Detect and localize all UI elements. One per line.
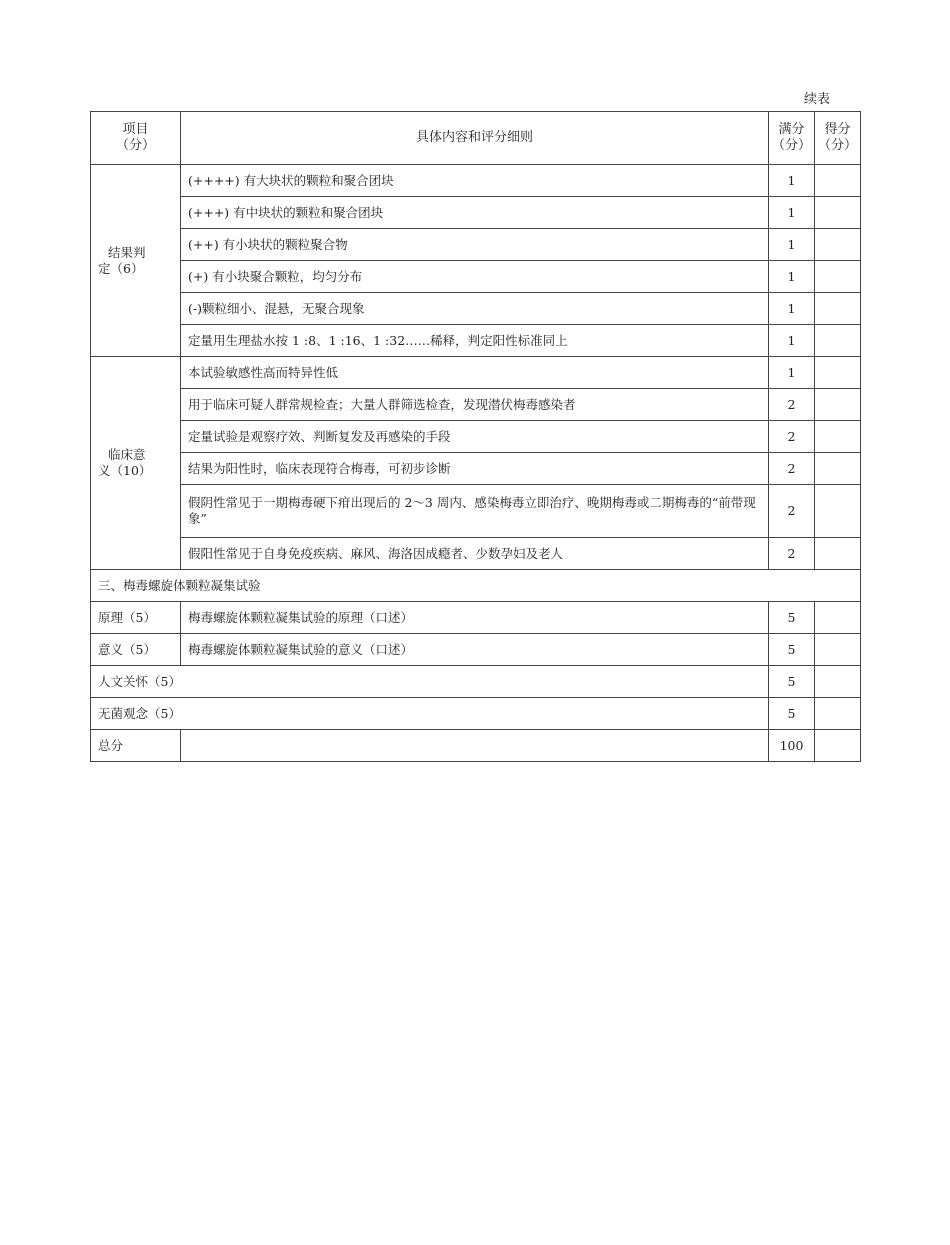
header-row bbox=[91, 112, 861, 165]
row-full-score: 5 bbox=[769, 634, 815, 666]
row-score-input[interactable] bbox=[815, 698, 861, 730]
table-row bbox=[91, 357, 861, 389]
row-full-score: 2 bbox=[769, 421, 815, 453]
table-row bbox=[91, 634, 861, 666]
row-content: 定量试验是观察疗效、判断复发及再感染的手段 bbox=[181, 421, 769, 453]
row-content: 本试验敏感性高而特异性低 bbox=[181, 357, 769, 389]
table-row bbox=[91, 602, 861, 634]
row-content: 结果为阳性时，临床表现符合梅毒，可初步诊断 bbox=[181, 453, 769, 485]
row-full-score: 1 bbox=[769, 357, 815, 389]
total-full-score: 100 bbox=[769, 730, 815, 762]
row-score-input[interactable] bbox=[815, 325, 861, 357]
row-item-label: 意义（5） bbox=[91, 634, 181, 666]
row-full-score: 2 bbox=[769, 485, 815, 538]
row-full-score: 5 bbox=[769, 698, 815, 730]
row-score-input[interactable] bbox=[815, 261, 861, 293]
table-row bbox=[91, 389, 861, 421]
row-full-score: 1 bbox=[769, 229, 815, 261]
row-content: 梅毒螺旋体颗粒凝集试验的意义（口述） bbox=[181, 634, 769, 666]
row-full-score: 2 bbox=[769, 538, 815, 570]
row-full-score: 1 bbox=[769, 165, 815, 197]
scoring-table bbox=[90, 111, 861, 762]
row-content: 用于临床可疑人群常规检查；大量人群筛选检查，发现潜伏梅毒感染者 bbox=[181, 389, 769, 421]
row-item-label: 人文关怀（5） bbox=[91, 666, 769, 698]
row-score-input[interactable] bbox=[815, 357, 861, 389]
group-label-result: 结果判 定（6） bbox=[91, 165, 181, 357]
section-row bbox=[91, 570, 861, 602]
table-row bbox=[91, 325, 861, 357]
row-score-input[interactable] bbox=[815, 389, 861, 421]
row-score-input[interactable] bbox=[815, 453, 861, 485]
table-row bbox=[91, 666, 861, 698]
total-score-input[interactable] bbox=[815, 730, 861, 762]
row-full-score: 1 bbox=[769, 197, 815, 229]
group-label-clinical: 临床意 义（10） bbox=[91, 357, 181, 570]
row-score-input[interactable] bbox=[815, 634, 861, 666]
table-row bbox=[91, 293, 861, 325]
header-item: 项目 （分） bbox=[91, 112, 181, 165]
table-row bbox=[91, 538, 861, 570]
continued-label: 续表 bbox=[804, 92, 831, 107]
total-label: 总分 bbox=[91, 730, 181, 762]
header-content: 具体内容和评分细则 bbox=[181, 112, 769, 165]
row-content: (+++) 有中块状的颗粒和聚合团块 bbox=[181, 197, 769, 229]
row-score-input[interactable] bbox=[815, 602, 861, 634]
row-content: 假阴性常见于一期梅毒硬下疳出现后的 2～3 周内、感染梅毒立即治疗、晚期梅毒或二期梅毒的“前带现象” bbox=[181, 485, 769, 538]
row-content: (++) 有小块状的颗粒聚合物 bbox=[181, 229, 769, 261]
row-full-score: 2 bbox=[769, 453, 815, 485]
row-content: 定量用生理盐水按 1 :8、1 :16、1 :32……稀释，判定阳性标准同上 bbox=[181, 325, 769, 357]
row-full-score: 1 bbox=[769, 293, 815, 325]
table-row bbox=[91, 421, 861, 453]
header-full-score: 满分 （分） bbox=[769, 112, 815, 165]
row-score-input[interactable] bbox=[815, 293, 861, 325]
row-content: (+) 有小块聚合颗粒，均匀分布 bbox=[181, 261, 769, 293]
table-row bbox=[91, 261, 861, 293]
row-content: 梅毒螺旋体颗粒凝集试验的原理（口述） bbox=[181, 602, 769, 634]
table-row bbox=[91, 453, 861, 485]
table-row bbox=[91, 165, 861, 197]
section-title: 三、梅毒螺旋体颗粒凝集试验 bbox=[91, 570, 861, 602]
table-row bbox=[91, 698, 861, 730]
row-full-score: 5 bbox=[769, 666, 815, 698]
row-full-score: 5 bbox=[769, 602, 815, 634]
row-full-score: 1 bbox=[769, 325, 815, 357]
row-score-input[interactable] bbox=[815, 666, 861, 698]
row-item-label: 原理（5） bbox=[91, 602, 181, 634]
row-content: (-)颗粒细小、混悬，无聚合现象 bbox=[181, 293, 769, 325]
row-item-label: 无菌观念（5） bbox=[91, 698, 769, 730]
row-score-input[interactable] bbox=[815, 165, 861, 197]
row-score-input[interactable] bbox=[815, 485, 861, 538]
row-full-score: 2 bbox=[769, 389, 815, 421]
row-score-input[interactable] bbox=[815, 229, 861, 261]
row-score-input[interactable] bbox=[815, 538, 861, 570]
table-row bbox=[91, 229, 861, 261]
total-row bbox=[91, 730, 861, 762]
header-score: 得分 （分） bbox=[815, 112, 861, 165]
row-content: (++++) 有大块状的颗粒和聚合团块 bbox=[181, 165, 769, 197]
row-content: 假阳性常见于自身免疫疾病、麻风、海洛因成瘾者、少数孕妇及老人 bbox=[181, 538, 769, 570]
table-row bbox=[91, 197, 861, 229]
row-score-input[interactable] bbox=[815, 197, 861, 229]
total-content bbox=[181, 730, 769, 762]
table-row bbox=[91, 485, 861, 538]
row-full-score: 1 bbox=[769, 261, 815, 293]
row-score-input[interactable] bbox=[815, 421, 861, 453]
